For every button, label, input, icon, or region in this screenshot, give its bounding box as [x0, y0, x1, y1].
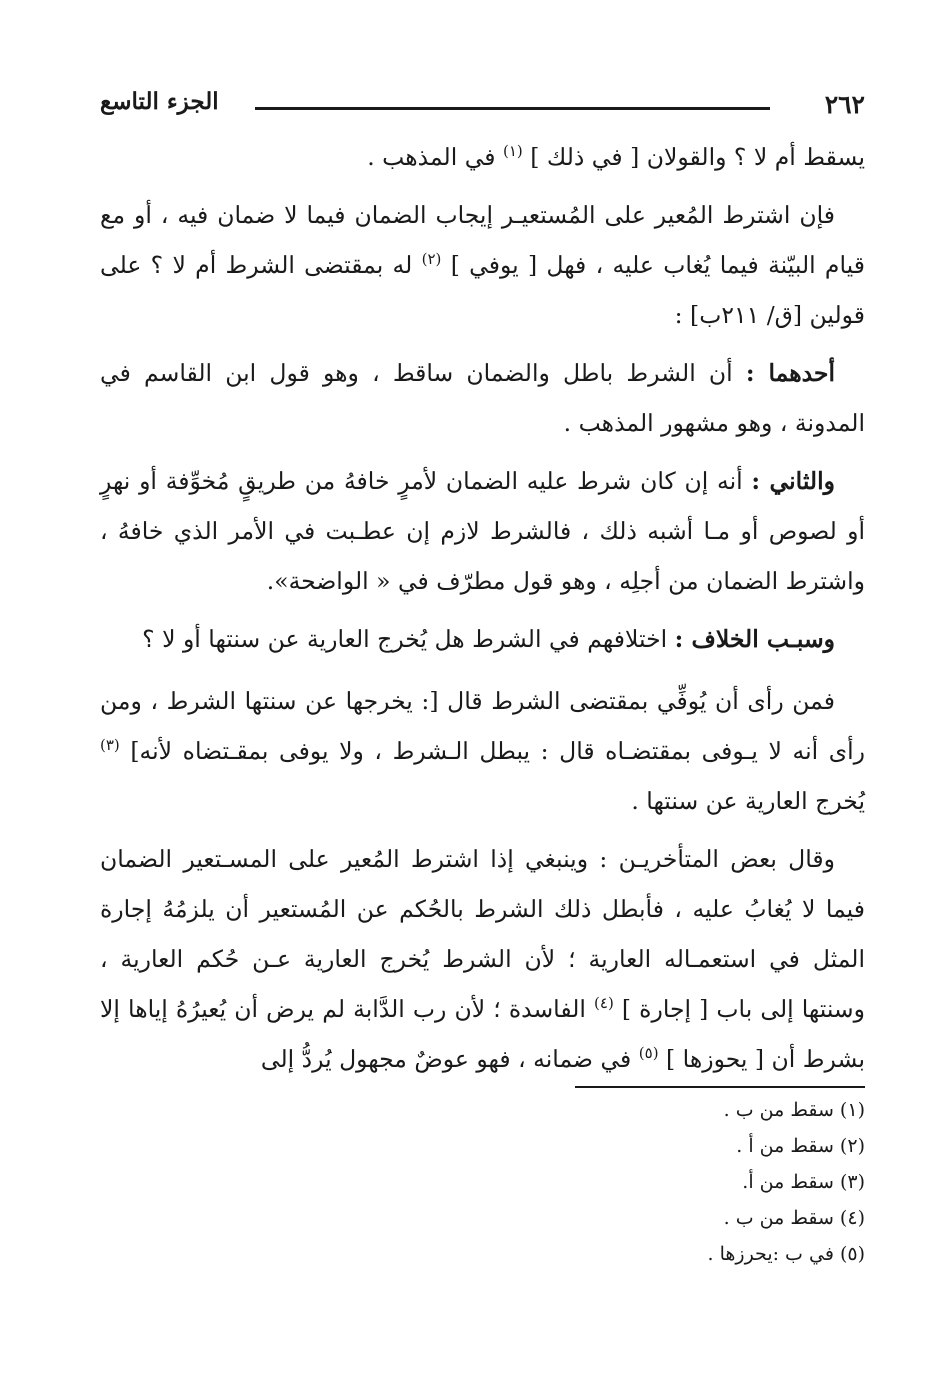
footnotes — [100, 1092, 865, 1272]
paragraph-continuation — [100, 132, 865, 182]
footnote-2: (٢) سقط من أ . — [736, 1135, 865, 1157]
running-title: الجزء التاسع — [100, 88, 219, 115]
text-segment: يُخرج العارية عن سنتها . — [631, 787, 865, 815]
page-number: ٢٦٢ — [824, 90, 865, 119]
paragraph-consequence — [100, 676, 865, 826]
footnote-4: (٤) سقط من ب . — [723, 1207, 865, 1229]
paragraph-later-scholars — [100, 834, 865, 1084]
footnote-separator — [575, 1086, 865, 1088]
paragraph-reason-of-dispute — [100, 614, 865, 664]
text-segment: وقال بعض المتأخريـن : وينبغي إذا اشترط المُعير على المسـتعير الضمان فيما لا يُغابُ عليه ، فأبطل ذلك الشرط بالحُكم عن المُستعير أن يلزمُهُ إجارة المثل في استعمـاله العارية ؛ لأن الشرط يُخرج العارية عـن حُكم العارية ، وسنتها إلى باب [ إجارة ] — [100, 845, 865, 1023]
text-segment: في ضمانه ، فهو عوضٌ مجهول يُردُّ إلى — [260, 1045, 632, 1073]
footnote-ref: (٣) — [100, 736, 120, 755]
footnote-1: (١) سقط من ب . — [723, 1099, 865, 1121]
lead-term: وسبـب الخلاف : — [674, 625, 835, 653]
footnote-3: (٣) سقط من أ. — [742, 1171, 865, 1193]
text-segment: في المذهب . — [367, 143, 496, 171]
lead-term: والثاني : — [751, 467, 835, 495]
text-segment: أنه إن كان شرط عليه الضمان لأمرٍ خافهُ من طريقٍ مُخوِّفة أو نهرٍ أو لصوص أو مـا أشبه ذلك ، فالشرط لازم إن عطـبت في الأمر الذي خافهُ ، واشترط الضمان من أجلِه ، وهو قول مطرّف في « الواضحة». — [100, 467, 865, 595]
paragraph-second-opinion — [100, 456, 865, 606]
footnote-ref: (٢) — [421, 250, 442, 269]
text-segment: اختلافهم في الشرط هل يُخرج العارية عن سنتها أو لا ؟ — [142, 625, 668, 653]
book-page — [100, 80, 865, 1272]
text-segment: فمن رأى أن يُوفِّي بمقتضى الشرط قال [: يخرجها عن سنتها الشرط ، ومن رأى أنه لا يـوفى بمقتضـاه قال : يبطل الـشرط ، ولا يوفى بمقـتضاه لأنه] — [100, 687, 865, 765]
text-segment: الفاسدة ؛ لأن رب الدَّابة لم يرض أن يُعيرُهُ إياها إلا بشرط أن [ يحوزها ] — [100, 995, 865, 1073]
paragraph-first-opinion — [100, 348, 865, 448]
footnote-ref: (١) — [503, 142, 523, 161]
header-rule — [255, 107, 770, 110]
paragraph-condition — [100, 190, 865, 340]
text-segment: يسقط أم لا ؟ والقولان [ في ذلك ] — [530, 143, 865, 171]
text-segment: فإن اشترط المُعير على المُستعيـر إيجاب الضمان فيما لا ضمان فيه ، أو مع قيام البيّنة فيما يُغاب عليه ، فهل [ يوفي ] — [100, 201, 865, 279]
lead-term: أحدهما : — [745, 359, 835, 387]
footnote-ref: (٤) — [594, 994, 614, 1013]
page-header — [100, 80, 865, 132]
text-segment: أن الشرط باطل والضمان ساقط ، وهو قول ابن القاسم في المدونة ، وهو مشهور المذهب . — [100, 359, 865, 437]
text-segment: له بمقتضى الشرط أم لا ؟ على قولين [ق/ ٢١١ب] : — [100, 251, 865, 329]
footnote-5: (٥) في ب :يحرزها . — [707, 1243, 865, 1265]
footnote-ref: (٥) — [638, 1044, 659, 1063]
